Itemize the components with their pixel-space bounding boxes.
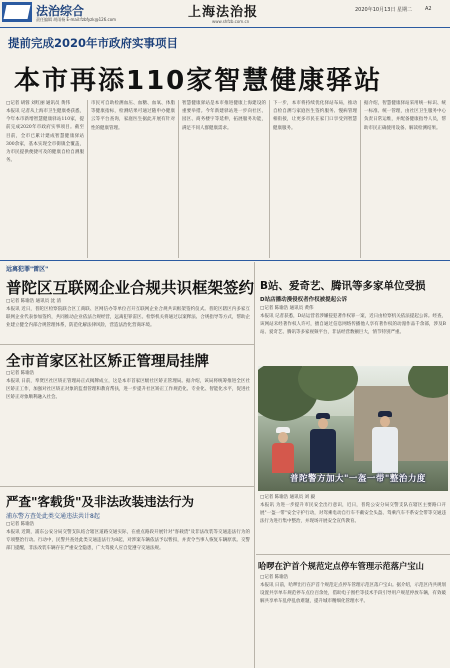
putuo-headline: 普陀区互联网企业合规共识框架签约 — [6, 279, 255, 297]
section-logo-icon — [2, 2, 32, 22]
column-divider — [178, 100, 179, 258]
section-rule — [0, 260, 450, 261]
newspaper-url: www.shfzb.com.cn — [212, 19, 250, 24]
pudong-byline: □记者 陈瑜浩 — [6, 522, 35, 527]
column-divider — [360, 100, 361, 258]
column-divider — [254, 262, 255, 668]
bsite-headline: B站、爱奇艺、腾讯等多家单位受损 — [260, 280, 426, 292]
page-number: A2 — [425, 6, 432, 12]
pudong-body: 本报讯 近期，浦东公安分局交警支队结合辖区道路交通实际，在重点路段开展针对"客载货"及非法改装等交通违法行为的专项整治行动。行动中，民警共查处此类交通违法行为8起，对涉案车辆依法予以暂扣，并责令当事人恢复车辆原状。交警部门提醒，非法改装车辆存在严重安全隐患，广大驾驶人应自觉遵守交通法规。 — [6, 530, 250, 552]
fengxian-byline: □记者 陈瑜浩 — [6, 371, 35, 376]
column-divider — [87, 100, 88, 258]
putuo-byline: □记者 陈瑜浩 通讯员 沈 清 — [6, 299, 61, 304]
masthead-rule — [0, 27, 450, 28]
baoshan-headline: 哈啰在沪首个规范定点停车管理示范落户宝山 — [258, 561, 424, 571]
issue-date: 2020年10月13日 星期二 — [355, 7, 413, 13]
lead-column-5: 据介绍，智慧健康驿站采用统一标识、统一标准、统一管理，由社区卫生服务中心负责日常运维，并配备健康指导人员，帮助市民正确使用设备、解读检测结果。 — [364, 101, 446, 131]
news-photo — [258, 366, 448, 491]
masthead — [0, 0, 450, 28]
baoshan-body: 本报讯 日前，哈啰出行在沪首个规范定点停车管理示范区落户宝山。据介绍，示范区内共规划设置共享单车规范停车点位百余处，借助电子围栏等技术手段引导用户规范停放车辆，有效破解共享单车乱停乱放难题，提升城市精细化管理水平。 — [260, 583, 446, 605]
lead-byline: □记者 胡蓉 刘红丽 通讯员 黄伟 — [6, 101, 70, 106]
pudong-lead: 浦东警方查处此类交通违法共计8起 — [6, 513, 100, 520]
lead-column-1: 本报讯 记者从上海市卫生健康委获悉，今年本市新增智慧健康驿站110家，提前完成2020年市政府实事项目。截至目前，全市已累计建成智慧健康驿站300余家，基本实现全市街镇全覆盖，为市民提供便捷可及的健康自检自测服务。 — [6, 109, 84, 164]
baoshan-byline: □记者 陈瑜浩 — [260, 575, 289, 580]
bsite-byline: □记者 陈瑜浩 通讯员 黄伟 — [260, 306, 314, 311]
lead-kicker: 提前完成2020年市政府实事项目 — [8, 36, 179, 50]
section-editor-line: 责任编辑 胡雨杨 E-mail:fzbfyzk@126.com — [36, 17, 117, 22]
photo-caption: 普陀警方加大"一盔一带"整治力度 — [290, 474, 426, 484]
bsite-body: 本报讯 记者获悉，D站运营者涉嫌侵犯著作权罪一案，近日由检察机关依法提起公诉。经查，该网站未经著作权人许可，擅自通过信息网络传播他人享有著作权的动漫作品千余部，涉及B站、爱奇艺、腾讯等多家视频平台，非法经营数额巨大，情节特别严重。 — [260, 314, 446, 336]
fengxian-headline: 全市首家区社区矫正管理局挂牌 — [6, 354, 209, 370]
lead-column-4: 下一步，本市将持续优化驿站布局，推动自检自测与家庭医生签约服务、慢病管理相衔接，让更多市民在家门口享受到智慧健康服务。 — [273, 101, 357, 131]
lead-column-3: 智慧健康驿站是本市推进健康上海建设的重要举措。今年新建驿站进一步向社区、园区、商务楼宇等延伸，拓展服务功能，满足不同人群健康需求。 — [182, 101, 266, 131]
putuo-body: 本报讯 近日，普陀区检察院联合区工商联、区网信办等单位召开互联网企业合规共识框架签约仪式。普陀区辖区内多家互联网企业代表参加签约，共同推动企业依法合规经营，远离犯罪雷区。检察机关将通过以案释法、合规指导等方式，帮助企业建立健全内部合规管理体系，防范化解法律风险，营造法治化营商环境。 — [6, 307, 250, 329]
pudong-headline: 严查"客载货"及非法改装违法行为 — [6, 494, 195, 509]
story-divider — [256, 554, 450, 555]
police-body: 本报讯 为进一步提升市民安全出行意识，近日，普陀公安分局交警支队在辖区主要路口开展"一盔一带"安全守护行动，对驾乘电动自行车不戴安全头盔、驾乘汽车不系安全带等交通违法行为进行集中整治，并现场开展安全宣传教育。 — [260, 503, 446, 525]
fengxian-body: 本报讯 日前，奉贤区社区矫正管理局正式揭牌成立，这是本市首家区级社区矫正管理局。据介绍，该局将统筹推进全区社区矫正工作，加强对社区矫正对象的监督管理和教育帮扶，进一步提升社区矫正工作规范化、专业化、智能化水平，促进社区矫正对象顺利融入社会。 — [6, 379, 250, 401]
lead-column-2: 市民可自助检测血压、血糖、血氧、体脂等健康指标，检测结果可通过随申办健康云等平台查询，家庭医生据此开展有针对性的健康管理。 — [91, 101, 175, 131]
story-divider — [0, 344, 254, 345]
putuo-kicker: 远离犯罪"雷区" — [6, 266, 49, 273]
bsite-subhead: D站店播动漫侵权者作权被提起公诉 — [260, 297, 348, 303]
section-name: 法治综合 — [36, 4, 85, 18]
column-divider — [269, 100, 270, 258]
lead-headline: 本市再添110家智慧健康驿站 — [14, 66, 383, 96]
newspaper-title: 上海法治报 — [188, 5, 259, 20]
police-byline: □记者 陈瑜浩 通讯员 刘 毅 — [260, 495, 315, 500]
story-divider — [0, 486, 254, 487]
